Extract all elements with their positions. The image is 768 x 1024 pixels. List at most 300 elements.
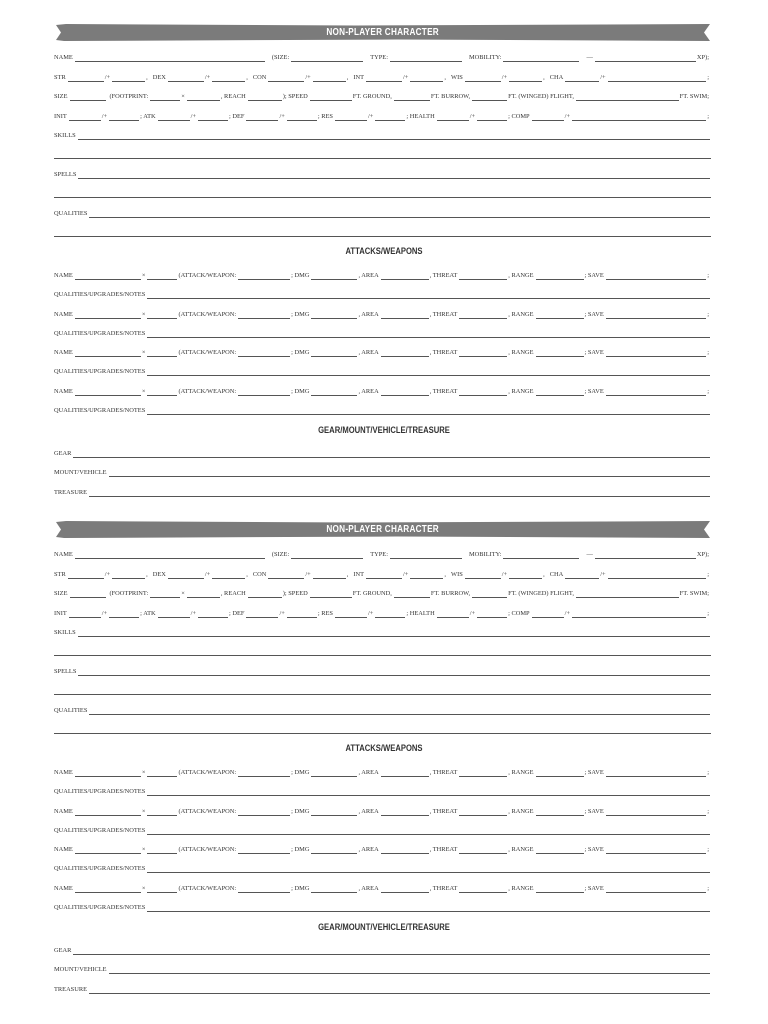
comp-plus-label: /+ <box>564 610 570 617</box>
attack-name-field[interactable] <box>75 311 141 319</box>
type-field[interactable] <box>390 54 462 62</box>
qualities-field[interactable] <box>89 707 710 715</box>
banner-title: NON-PLAYER CHARACTER <box>326 524 440 535</box>
attack-weapon-label: (ATTACK/WEAPON: <box>178 807 237 815</box>
skills-extra-line[interactable] <box>54 158 711 159</box>
burrow-speed-field[interactable] <box>394 590 430 598</box>
attack-count-field[interactable] <box>147 769 177 777</box>
size-value-field[interactable] <box>70 93 106 101</box>
def-value-field[interactable] <box>246 610 278 618</box>
attack-semicolon: ; <box>707 807 709 815</box>
def-value-field[interactable] <box>246 113 278 121</box>
name-label: NAME <box>54 54 73 61</box>
gear-field[interactable] <box>73 450 710 458</box>
attack-name-field[interactable] <box>75 808 141 816</box>
attack-notes-field[interactable] <box>147 827 710 835</box>
str-plus-label: /+ <box>104 571 111 578</box>
comp-label: ; COMP <box>508 113 530 120</box>
con-mod-field[interactable] <box>313 74 346 82</box>
name-field[interactable] <box>75 54 265 62</box>
dex-score-field[interactable] <box>168 74 204 82</box>
save-field[interactable] <box>606 311 706 319</box>
spells-label: SPELLS <box>54 668 77 675</box>
threat-field[interactable] <box>459 808 507 816</box>
threat-label: , THREAT <box>429 885 458 893</box>
attack-notes-label: QUALITIES/UPGRADES/NOTES <box>54 368 146 376</box>
res-label: ; RES <box>317 113 333 120</box>
mount-label: MOUNT/VEHICLE <box>54 966 107 973</box>
atk-label: ; ATK <box>140 113 156 120</box>
attack-semicolon: ; <box>707 769 709 776</box>
res-value-field[interactable] <box>335 610 367 618</box>
save-field[interactable] <box>606 349 706 357</box>
treasure-field[interactable] <box>89 489 710 497</box>
attack-weapon-field[interactable] <box>238 349 290 357</box>
size-row <box>54 89 711 101</box>
attack-name-label: NAME <box>54 846 73 854</box>
gear-field[interactable] <box>73 947 710 955</box>
health-mod-field[interactable] <box>477 610 507 618</box>
attack-count-field[interactable] <box>147 272 177 280</box>
dex-mod-field[interactable] <box>212 74 245 82</box>
spells-row <box>54 167 711 179</box>
xp-field[interactable] <box>595 54 696 62</box>
int-label: INT <box>353 571 365 578</box>
threat-label: , THREAT <box>429 388 458 396</box>
damage-field[interactable] <box>311 769 357 777</box>
skills-row <box>54 128 711 140</box>
mount-field[interactable] <box>109 469 710 477</box>
int-plus-label: /+ <box>403 571 409 578</box>
attack-weapon-field[interactable] <box>238 808 290 816</box>
burrow-speed-field[interactable] <box>394 93 430 101</box>
area-label: , AREA <box>358 846 379 854</box>
area-field[interactable] <box>381 388 429 396</box>
attack-notes-field[interactable] <box>147 865 710 873</box>
mobility-field[interactable] <box>503 551 579 559</box>
name-label: NAME <box>54 551 73 558</box>
save-field[interactable] <box>606 885 706 893</box>
qualities-extra-line[interactable] <box>54 733 711 734</box>
con-plus-label: /+ <box>305 74 311 81</box>
attack-row <box>54 804 711 816</box>
reach-field[interactable] <box>248 93 282 101</box>
int-comma: , <box>444 571 447 578</box>
flight-speed-field[interactable] <box>472 93 507 101</box>
skills-field[interactable] <box>78 629 710 637</box>
swim-speed-field[interactable] <box>576 590 679 598</box>
damage-field[interactable] <box>311 885 357 893</box>
str-score-field[interactable] <box>68 74 104 82</box>
threat-field[interactable] <box>459 311 507 319</box>
range-field[interactable] <box>536 272 584 280</box>
str-mod-field[interactable] <box>112 74 145 82</box>
threat-label: , THREAT <box>429 769 458 776</box>
area-field[interactable] <box>381 808 429 816</box>
threat-field[interactable] <box>459 846 507 854</box>
skills-extra-line[interactable] <box>54 655 711 656</box>
wis-mod-field[interactable] <box>509 571 542 579</box>
wis-comma: , <box>543 74 545 81</box>
type-field[interactable] <box>390 551 462 559</box>
mount-row <box>54 962 711 974</box>
comp-value-field[interactable] <box>532 113 564 121</box>
con-label: CON <box>252 571 267 578</box>
threat-field[interactable] <box>459 769 507 777</box>
attack-weapon-label: (ATTACK/WEAPON: <box>178 310 237 318</box>
threat-label: , THREAT <box>429 807 458 815</box>
str-plus-label: /+ <box>104 74 111 81</box>
attack-notes-label: QUALITIES/UPGRADES/NOTES <box>54 291 146 298</box>
range-field[interactable] <box>536 349 584 357</box>
area-field[interactable] <box>381 272 429 280</box>
attack-semicolon: ; <box>707 310 709 318</box>
attack-count-field[interactable] <box>147 885 177 893</box>
attack-semicolon: ; <box>707 885 709 893</box>
attack-weapon-label: (ATTACK/WEAPON: <box>178 846 237 854</box>
attack-notes-field[interactable] <box>147 330 710 338</box>
ground-label: FT. GROUND, <box>352 590 392 597</box>
damage-label: ; DMG <box>291 349 310 357</box>
save-field[interactable] <box>606 272 706 280</box>
def-mod-field[interactable] <box>287 113 317 121</box>
save-label: ; SAVE <box>584 807 604 815</box>
qualities-field[interactable] <box>89 210 710 218</box>
footprint-length-field[interactable] <box>187 93 220 101</box>
attack-row <box>54 384 711 396</box>
mobility-field[interactable] <box>503 54 579 62</box>
footprint-length-field[interactable] <box>187 590 220 598</box>
attack-row <box>54 765 711 777</box>
def-plus-label: /+ <box>279 113 285 120</box>
treasure-row <box>54 982 711 994</box>
spells-extra-line[interactable] <box>54 197 711 198</box>
con-score-field[interactable] <box>268 74 304 82</box>
attack-count-times: × <box>141 885 146 893</box>
wis-plus-label: /+ <box>501 571 508 578</box>
skills-field[interactable] <box>78 132 710 140</box>
damage-field[interactable] <box>311 311 357 319</box>
footprint-times: × <box>181 93 185 100</box>
attack-notes-label: QUALITIES/UPGRADES/NOTES <box>54 826 146 834</box>
atk-value-field[interactable] <box>158 610 190 618</box>
spells-extra-line[interactable] <box>54 694 711 695</box>
res-mod-field[interactable] <box>375 113 405 121</box>
treasure-label: TREASURE <box>54 986 88 993</box>
mount-row <box>54 465 711 477</box>
attack-weapon-field[interactable] <box>238 388 290 396</box>
comp-semicolon: ; <box>707 610 709 617</box>
spells-field[interactable] <box>78 171 710 179</box>
int-label: INT <box>353 74 365 81</box>
damage-field[interactable] <box>311 272 357 280</box>
attack-count-field[interactable] <box>147 388 177 396</box>
ground-speed-field[interactable] <box>310 590 352 598</box>
attack-notes-label: QUALITIES/UPGRADES/NOTES <box>54 865 146 873</box>
damage-field[interactable] <box>311 808 357 816</box>
res-plus-label: /+ <box>367 610 374 617</box>
save-label: ; SAVE <box>584 769 604 776</box>
range-label: , RANGE <box>508 769 534 776</box>
attack-notes-row <box>54 784 711 796</box>
wis-mod-field[interactable] <box>509 74 542 82</box>
attack-name-field[interactable] <box>75 846 141 854</box>
attack-weapon-field[interactable] <box>238 311 290 319</box>
attack-count-times: × <box>141 349 146 357</box>
def-label: ; DEF <box>229 610 245 617</box>
threat-label: , THREAT <box>429 272 458 279</box>
atk-mod-field[interactable] <box>198 113 228 121</box>
qualities-row <box>54 206 711 218</box>
skills-row <box>54 625 711 637</box>
threat-field[interactable] <box>459 885 507 893</box>
attack-name-label: NAME <box>54 349 73 357</box>
attack-count-times: × <box>141 272 146 279</box>
comp-mod-field[interactable] <box>572 610 706 618</box>
attack-notes-label: QUALITIES/UPGRADES/NOTES <box>54 407 146 415</box>
range-field[interactable] <box>536 388 584 396</box>
con-plus-label: /+ <box>305 571 311 578</box>
int-score-field[interactable] <box>366 571 402 579</box>
footprint-times: × <box>181 590 185 597</box>
con-score-field[interactable] <box>268 571 304 579</box>
wis-score-field[interactable] <box>465 571 501 579</box>
attack-count-field[interactable] <box>147 808 177 816</box>
banner-title: NON-PLAYER CHARACTER <box>326 27 440 38</box>
area-field[interactable] <box>381 885 429 893</box>
area-label: , AREA <box>358 807 379 815</box>
spells-row <box>54 664 711 676</box>
res-mod-field[interactable] <box>375 610 405 618</box>
attack-name-field[interactable] <box>75 769 141 777</box>
init-mod-field[interactable] <box>109 113 139 121</box>
name-field[interactable] <box>75 551 265 559</box>
str-mod-field[interactable] <box>112 571 145 579</box>
xp-field[interactable] <box>595 551 696 559</box>
health-plus-label: /+ <box>469 113 476 120</box>
cha-plus-label: /+ <box>600 74 606 81</box>
save-label: ; SAVE <box>584 310 604 318</box>
attack-weapon-label: (ATTACK/WEAPON: <box>178 769 237 776</box>
dex-label: DEX <box>152 571 166 578</box>
threat-label: , THREAT <box>429 846 458 854</box>
cha-label: CHA <box>549 571 564 578</box>
xp-label: XP); <box>696 54 709 61</box>
damage-field[interactable] <box>311 846 357 854</box>
int-mod-field[interactable] <box>410 571 443 579</box>
damage-label: ; DMG <box>291 388 310 396</box>
wis-label: WIS <box>451 571 463 578</box>
attack-name-field[interactable] <box>75 349 141 357</box>
attack-name-field[interactable] <box>75 885 141 893</box>
size-row <box>54 586 711 598</box>
str-label: STR <box>54 74 66 81</box>
comp-plus-label: /+ <box>564 113 570 120</box>
attack-weapon-label: (ATTACK/WEAPON: <box>178 272 237 279</box>
health-value-field[interactable] <box>437 113 469 121</box>
size-field[interactable] <box>291 551 363 559</box>
area-field[interactable] <box>381 846 429 854</box>
wis-score-field[interactable] <box>465 74 501 82</box>
attack-name-field[interactable] <box>75 388 141 396</box>
attack-notes-field[interactable] <box>147 788 710 796</box>
comp-label: ; COMP <box>508 610 530 617</box>
def-mod-field[interactable] <box>287 610 317 618</box>
range-label: , RANGE <box>508 272 534 279</box>
area-label: , AREA <box>358 388 379 396</box>
con-mod-field[interactable] <box>313 571 346 579</box>
int-mod-field[interactable] <box>410 74 443 82</box>
spells-field[interactable] <box>78 668 710 676</box>
treasure-label: TREASURE <box>54 489 88 496</box>
range-label: , RANGE <box>508 310 534 318</box>
attack-count-field[interactable] <box>147 846 177 854</box>
attacks-weapons-title: ATTACKS/WEAPONS <box>345 246 423 256</box>
footprint-width-field[interactable] <box>150 93 180 101</box>
save-field[interactable] <box>606 808 706 816</box>
burrow-label: FT. BURROW, <box>430 590 471 597</box>
area-label: , AREA <box>358 769 379 776</box>
speed-label: ); SPEED <box>282 590 308 597</box>
attack-weapon-field[interactable] <box>238 272 290 280</box>
init-value-field[interactable] <box>69 113 101 121</box>
attack-notes-field[interactable] <box>147 291 710 299</box>
area-label: , AREA <box>358 310 379 318</box>
range-field[interactable] <box>536 769 584 777</box>
swim-speed-field[interactable] <box>576 93 679 101</box>
range-field[interactable] <box>536 885 584 893</box>
str-comma: , <box>146 571 148 578</box>
str-comma: , <box>146 74 148 81</box>
dex-score-field[interactable] <box>168 571 204 579</box>
qualities-row <box>54 703 711 715</box>
attack-semicolon: ; <box>707 388 709 396</box>
gear-row <box>54 446 711 458</box>
flight-speed-field[interactable] <box>472 590 507 598</box>
qualities-extra-line[interactable] <box>54 236 711 237</box>
dex-mod-field[interactable] <box>212 571 245 579</box>
init-mod-field[interactable] <box>109 610 139 618</box>
init-label: INIT <box>54 113 67 120</box>
save-field[interactable] <box>606 769 706 777</box>
save-field[interactable] <box>606 388 706 396</box>
attack-weapon-label: (ATTACK/WEAPON: <box>178 349 237 357</box>
attribute-row <box>54 70 711 82</box>
footprint-width-field[interactable] <box>150 590 180 598</box>
size-field[interactable] <box>291 54 363 62</box>
damage-field[interactable] <box>311 388 357 396</box>
gear-title: GEAR/MOUNT/VEHICLE/TREASURE <box>318 425 450 435</box>
threat-field[interactable] <box>459 349 507 357</box>
health-mod-field[interactable] <box>477 113 507 121</box>
attack-count-field[interactable] <box>147 311 177 319</box>
attack-weapon-field[interactable] <box>238 885 290 893</box>
cha-mod-field[interactable] <box>608 571 707 579</box>
xp-label: XP); <box>696 551 709 558</box>
attack-notes-label: QUALITIES/UPGRADES/NOTES <box>54 788 146 795</box>
con-label: CON <box>252 74 267 81</box>
dex-plus-label: /+ <box>204 74 211 81</box>
dex-comma: , <box>246 74 248 81</box>
cha-score-field[interactable] <box>565 74 599 82</box>
attack-name-field[interactable] <box>75 272 141 280</box>
name-row <box>54 50 711 62</box>
int-score-field[interactable] <box>366 74 402 82</box>
area-label: , AREA <box>358 349 379 357</box>
damage-label: ; DMG <box>291 769 310 776</box>
comp-mod-field[interactable] <box>572 113 706 121</box>
comp-value-field[interactable] <box>532 610 564 618</box>
area-field[interactable] <box>381 769 429 777</box>
size-row-label: SIZE <box>54 93 68 100</box>
attribute-row <box>54 567 711 579</box>
damage-label: ; DMG <box>291 272 310 279</box>
attack-notes-field[interactable] <box>147 904 710 912</box>
atk-plus-label: /+ <box>190 610 197 617</box>
area-label: , AREA <box>358 272 379 279</box>
type-label: TYPE: <box>370 54 388 61</box>
attack-count-times: × <box>141 310 146 318</box>
str-score-field[interactable] <box>68 571 104 579</box>
init-value-field[interactable] <box>69 610 101 618</box>
threat-field[interactable] <box>459 388 507 396</box>
attack-notes-field[interactable] <box>147 407 710 415</box>
range-label: , RANGE <box>508 349 534 357</box>
atk-value-field[interactable] <box>158 113 190 121</box>
area-field[interactable] <box>381 311 429 319</box>
save-field[interactable] <box>606 846 706 854</box>
health-value-field[interactable] <box>437 610 469 618</box>
attack-row <box>54 842 711 854</box>
burrow-label: FT. BURROW, <box>430 93 471 100</box>
range-field[interactable] <box>536 808 584 816</box>
size-value-field[interactable] <box>70 590 106 598</box>
npc-banner <box>56 521 710 538</box>
ground-speed-field[interactable] <box>310 93 352 101</box>
res-value-field[interactable] <box>335 113 367 121</box>
dex-label: DEX <box>152 74 166 81</box>
cha-mod-field[interactable] <box>608 74 707 82</box>
mount-field[interactable] <box>109 966 710 974</box>
attack-weapon-field[interactable] <box>238 769 290 777</box>
footprint-label: (FOOTPRINT: <box>109 93 149 100</box>
def-plus-label: /+ <box>279 610 285 617</box>
attack-count-times: × <box>141 846 146 854</box>
attack-notes-row <box>54 364 711 376</box>
dash-label: — <box>586 54 593 61</box>
damage-field[interactable] <box>311 349 357 357</box>
attack-notes-row <box>54 823 711 835</box>
cha-score-field[interactable] <box>565 571 599 579</box>
attack-notes-row <box>54 403 711 415</box>
attack-weapon-field[interactable] <box>238 846 290 854</box>
attack-name-label: NAME <box>54 807 73 815</box>
con-comma: , <box>346 74 349 81</box>
attack-weapon-label: (ATTACK/WEAPON: <box>178 388 237 396</box>
reach-field[interactable] <box>248 590 282 598</box>
flight-label: FT. (WINGED) FLIGHT, <box>508 590 574 597</box>
dash-label: — <box>586 551 593 558</box>
threat-field[interactable] <box>459 272 507 280</box>
range-field[interactable] <box>536 846 584 854</box>
atk-mod-field[interactable] <box>198 610 228 618</box>
treasure-field[interactable] <box>89 986 710 994</box>
attack-notes-field[interactable] <box>147 368 710 376</box>
size-label: (SIZE: <box>271 54 290 61</box>
attack-count-field[interactable] <box>147 349 177 357</box>
range-field[interactable] <box>536 311 584 319</box>
area-field[interactable] <box>381 349 429 357</box>
